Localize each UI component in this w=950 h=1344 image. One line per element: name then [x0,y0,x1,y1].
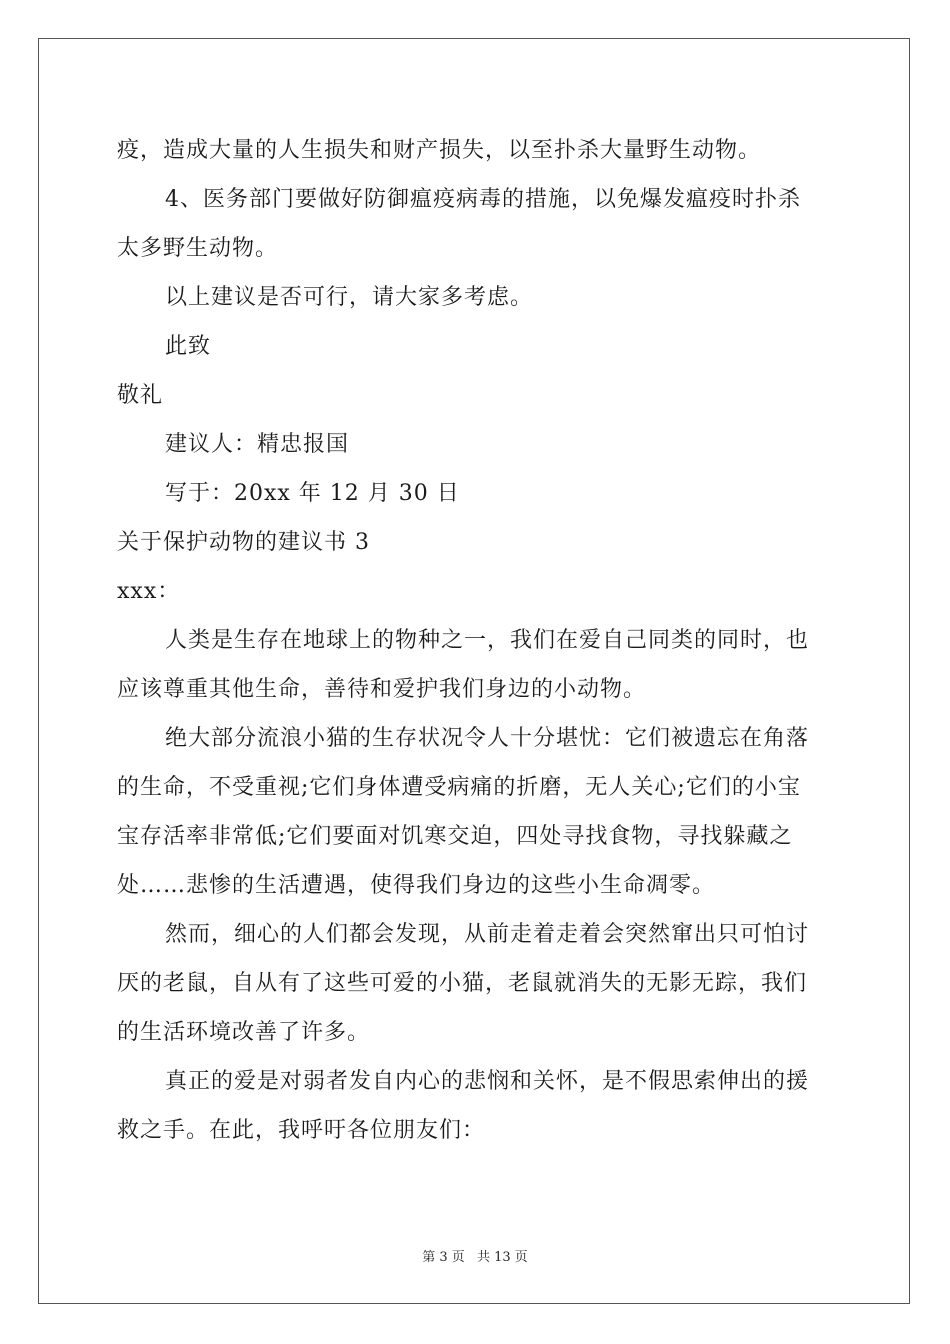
text-line: 救之手。在此，我呼吁各位朋友们： [117,1118,486,1143]
date-line: 写于：20xx 年 12 月 30 日 [165,481,460,506]
text-line: 疫，造成大量的人生损失和财产损失，以至扑杀大量野生动物。 [117,138,762,163]
closing-respect: 敬礼 [117,383,164,408]
text-line: 应该尊重其他生命，善待和爱护我们身边的小动物。 [117,677,647,702]
text-line: 4、医务部门要做好防御瘟疫病毒的措施，以免爆发瘟疫时扑杀 [165,187,801,212]
addressee: xxx： [117,579,181,604]
text-line: 以上建议是否可行，请大家多考虑。 [165,285,534,310]
text-line: 处……悲惨的生活遭遇，使得我们身边的这些小生命凋零。 [117,873,716,898]
text-line: 太多野生动物。 [117,236,279,261]
text-line: 真正的爱是对弱者发自内心的悲悯和关怀，是不假思索伸出的援 [165,1069,810,1094]
document-body [117,126,835,1155]
text-line: 人类是生存在地球上的物种之一，我们在爱自己同类的同时，也 [165,628,810,653]
proposer-line: 建议人：精忠报国 [165,432,350,457]
text-line: 厌的老鼠，自从有了这些可爱的小猫，老鼠就消失的无影无踪，我们 [117,971,808,996]
page-total: 共 13 页 [476,1250,528,1265]
section-title: 关于保护动物的建议书 3 [117,530,370,555]
text-line: 绝大部分流浪小猫的生存状况令人十分堪忧：它们被遗忘在角落 [165,726,810,751]
text-line: 的生命，不受重视;它们身体遭受病痛的折磨，无人关心;它们的小宝 [117,775,801,800]
closing-salutation: 此致 [165,334,212,359]
page-number: 第 3 页 [422,1250,465,1265]
page-footer [0,1246,950,1265]
text-line: 然而，细心的人们都会发现，从前走着走着会突然窜出只可怕讨 [165,922,810,947]
text-line: 的生活环境改善了许多。 [117,1020,371,1045]
text-line: 宝存活率非常低;它们要面对饥寒交迫，四处寻找食物，寻找躲藏之 [117,824,793,849]
